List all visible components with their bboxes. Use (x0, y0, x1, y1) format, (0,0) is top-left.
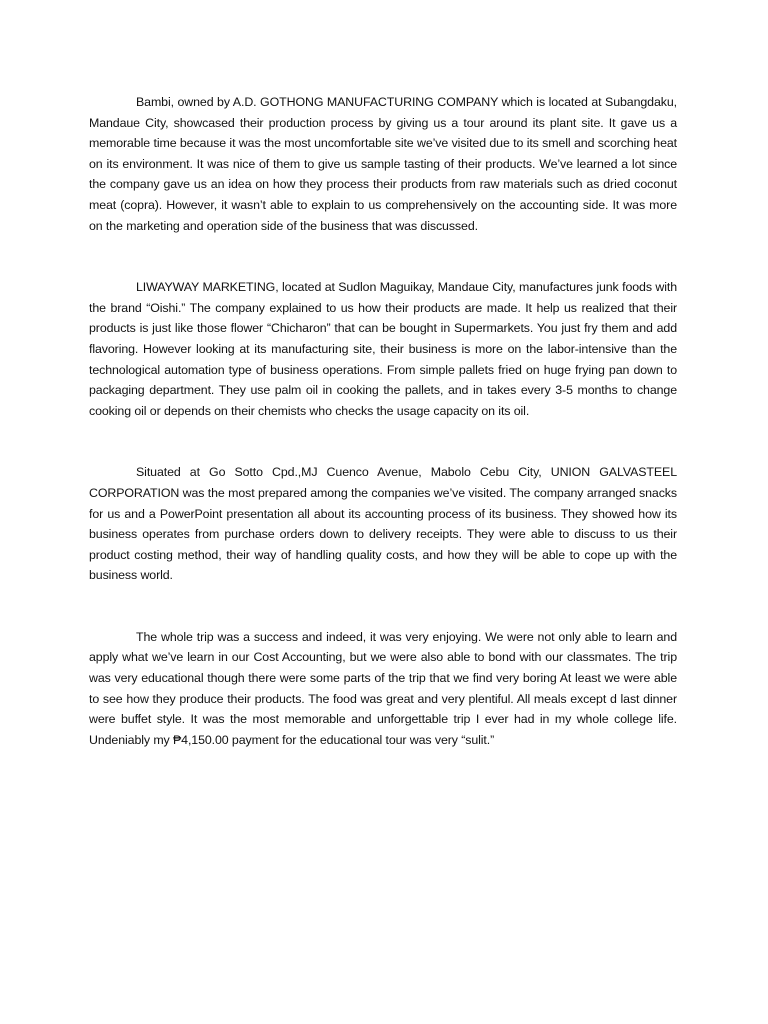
paragraph-conclusion: The whole trip was a success and indeed, it was very enjoying. We were not only able to learn and apply what we’ve learn in our Cost Accounting, but we were also able to bond with our classmates. The trip was very educational though there were some parts of the trip that we find very boring At least we were able to see how they produce their products. The food was great and very plentiful. All meals except d last dinner were buffet style. It was the most memorable and unforgettable trip I ever had in my whole college life. Undeniably my ₱4,150.00 payment for the educational tour was very “sulit.” (89, 629, 677, 747)
paragraph-union-galvasteel: Situated at Go Sotto Cpd.,MJ Cuenco Avenue, Mabolo Cebu City, UNION GALVASTEEL CORPORATION was the most prepared among the companies we’ve visited. The company arranged snacks for us and a PowerPoint presentation all about its accounting process of its business. They showed how its business operates from purchase orders down to delivery receipts. They were able to discuss to us their product costing method, their way of handling quality costs, and how they will be able to cope up with the business world. (89, 465, 677, 583)
document-body (89, 92, 677, 750)
paragraph-liwayway: LIWAYWAY MARKETING, located at Sudlon Maguikay, Mandaue City, manufactures junk foods with the brand “Oishi.” The company explained to us how their products are made. It help us realized that their products is just like those flower “Chicharon” that can be bought in Supermarkets. You just fry them and add flavoring. However looking at its manufacturing site, their business is more on the labor-intensive than the technological automation type of business operations. From simple pallets fried on huge frying pan down to packaging department. They use palm oil in cooking the pallets, and in takes every 3-5 months to change cooking oil or depends on their chemists who checks the usage capacity on its oil. (89, 280, 677, 418)
paragraph-gothong: Bambi, owned by A.D. GOTHONG MANUFACTURING COMPANY which is located at Subangdaku, Mandaue City, showcased their production process by giving us a tour around its plant site. It gave us a memorable time because it was the most uncomfortable site we’ve visited due to its smell and scorching heat on its environment. It was nice of them to give us sample tasting of their products. We’ve learned a lot since the company gave us an idea on how they process their products from raw materials such as dried coconut meat (copra). However, it wasn’t able to explain to us comprehensively on the accounting side. It was more on the marketing and operation side of the business that was discussed. (89, 95, 677, 233)
